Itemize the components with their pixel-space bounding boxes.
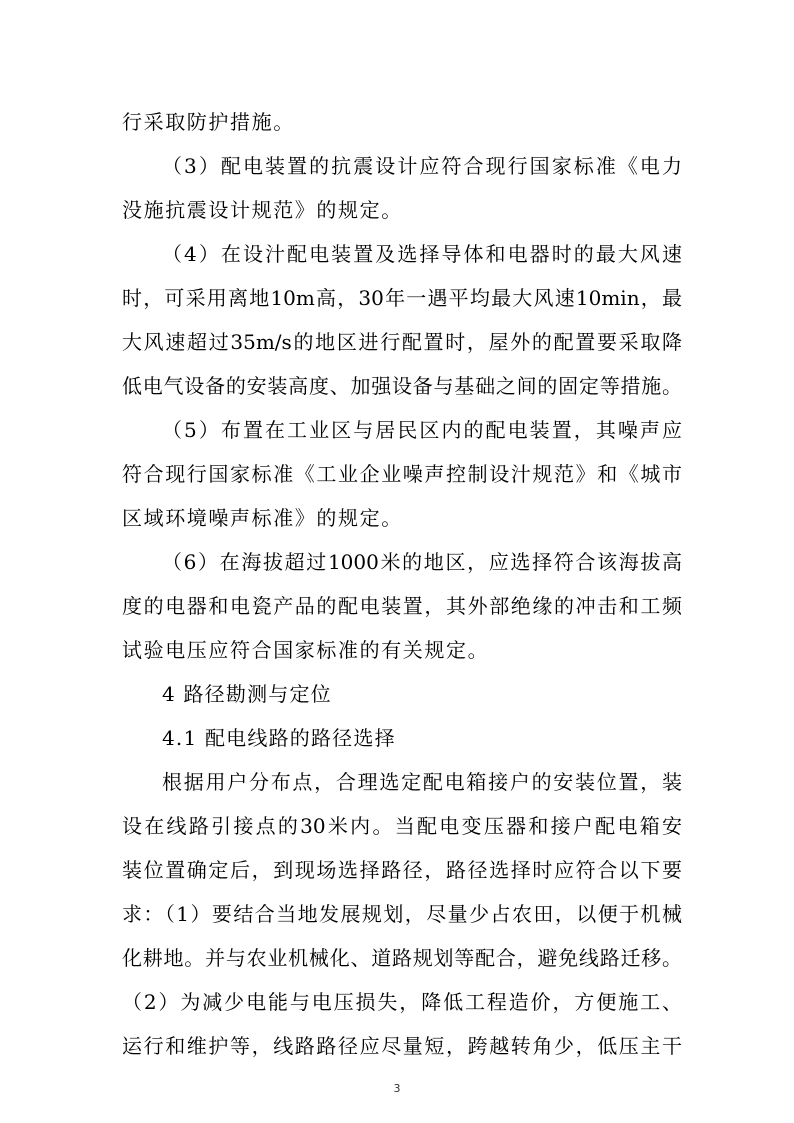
text-line: 时，可采用离地10m高，30年一遇平均最大风速10min，最 xyxy=(122,286,682,310)
text-line: 符合现行国家标准《工业企业噪声控制设汁规范》和《城市 xyxy=(122,462,682,486)
text-line: 大风速超过35m/s的地区进行配置时，屋外的配置要采取降 xyxy=(122,330,682,354)
text-line: 区域环境噪声标准》的规定。 xyxy=(122,506,403,530)
text-line: 装位置确定后，到现场选择路径，路径选择时应符合以下要 xyxy=(122,858,682,882)
text-line: （4）在设汁配电装置及选择导体和电器时的最大风速 xyxy=(162,242,682,266)
subsection-heading: 4.1 配电线路的路径选择 xyxy=(162,726,396,750)
page-number: 3 xyxy=(393,1082,401,1095)
text-line: 根据用户分布点，合理选定配电箱接户的安装位置，装 xyxy=(162,770,682,794)
text-line: （2）为减少电能与电压损失，降低工程造价，方便施工、 xyxy=(122,990,682,1014)
text-line: 求：（1）要结合当地发展规划，尽量少占农田，以便于机械 xyxy=(122,902,682,926)
text-line: 行采取防护措施。 xyxy=(122,110,295,134)
text-line: （5）布置在工业区与居民区内的配电装置，其噪声应 xyxy=(162,418,682,442)
text-line: 没施抗震设计规范》的规定。 xyxy=(122,198,403,222)
text-line: （6）在海拔超过1000米的地区，应选择符合该海拔高 xyxy=(162,550,682,574)
text-line: 低电气设备的安装高度、加强设备与基础之间的固定等措施。 xyxy=(122,374,682,398)
section-heading: 4 路径勘测与定位 xyxy=(162,682,332,706)
text-line: 设在线路引接点的30米内。当配电变压器和接户配电箱安 xyxy=(122,814,682,838)
text-line: 试验电压应符合国家标准的有关规定。 xyxy=(122,638,490,662)
text-line: （3）配电装置的抗震设计应符合现行国家标准《电力 xyxy=(162,154,682,178)
text-line: 度的电器和电瓷产品的配电装置，其外部绝缘的冲击和工频 xyxy=(122,594,682,618)
text-line: 运行和维护等，线路路径应尽量短，跨越转角少，低压主干 xyxy=(122,1034,682,1058)
text-line: 化耕地。并与农业机械化、道路规划等配合，避免线路迁移。 xyxy=(122,946,682,970)
